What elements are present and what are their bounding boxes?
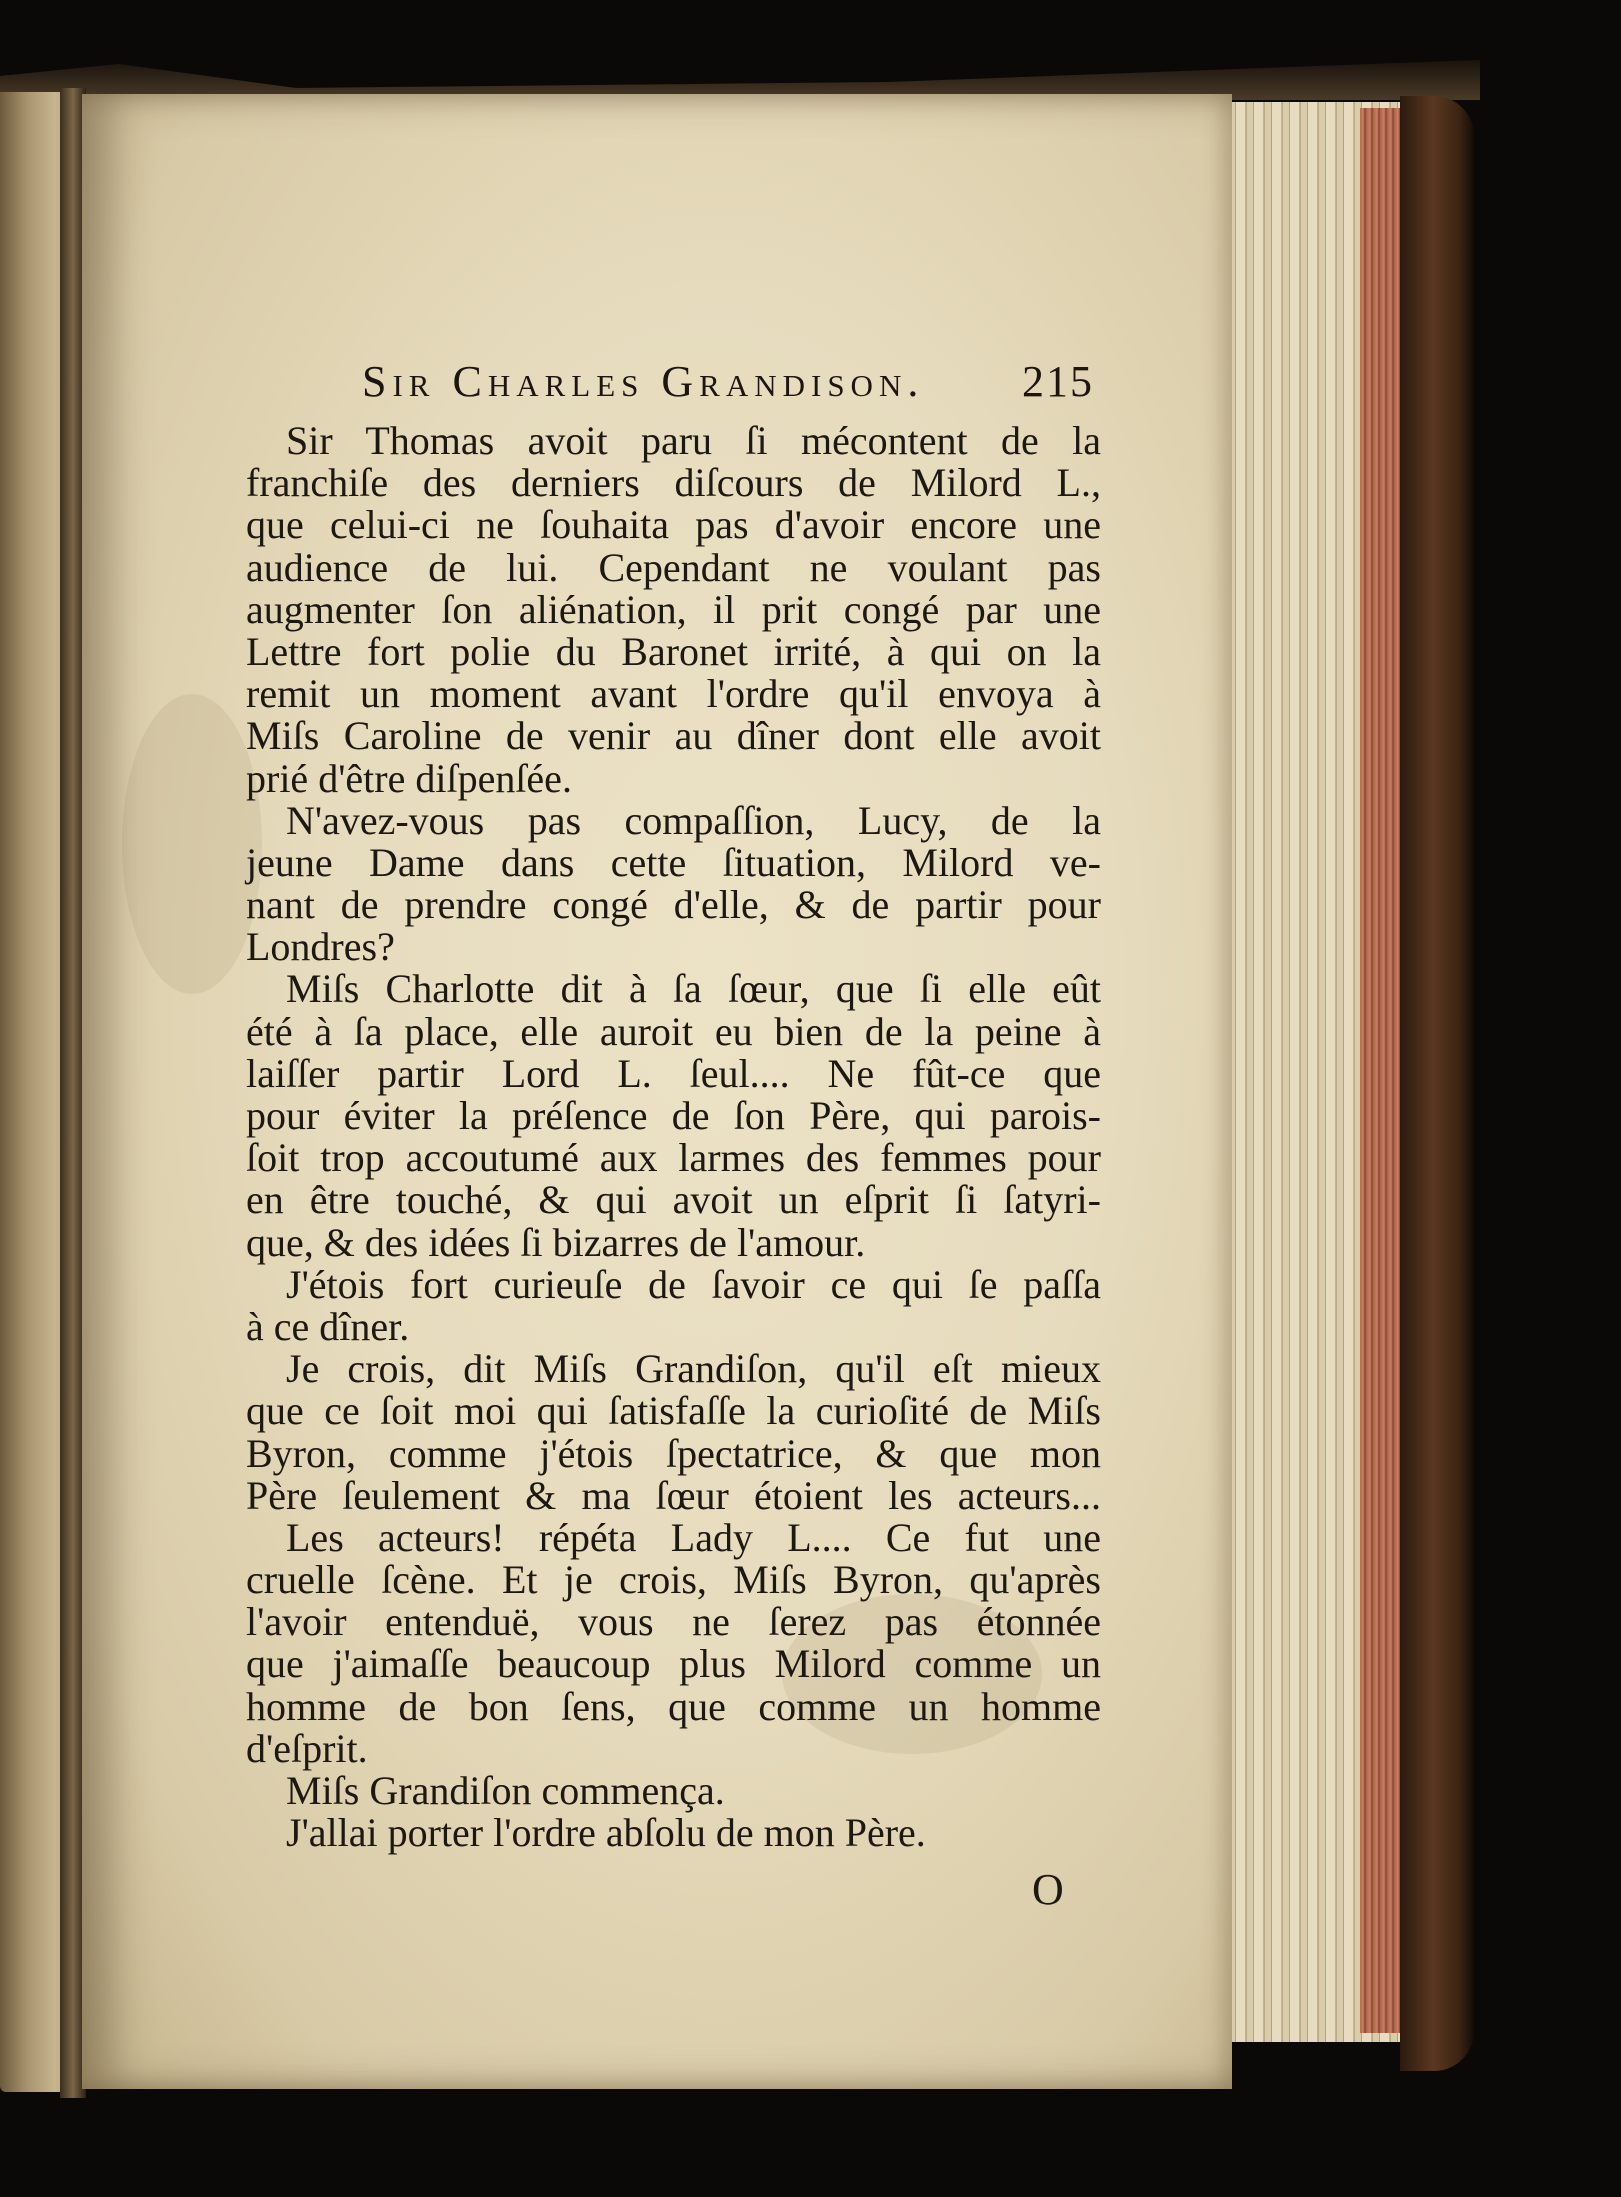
catchword: O	[1032, 1865, 1064, 1914]
text-line: à ce dîner.	[246, 1303, 410, 1349]
text-line: Miſs Grandiſon commença.	[286, 1768, 725, 1813]
text-line: que, & des idées ſi bizarres de l'amour.	[246, 1219, 866, 1265]
text-line: homme de bon ſens, que comme un homme	[246, 1683, 1101, 1729]
text-line: que ce ſoit moi qui ſatisfaſſe la curioſité de Miſs	[246, 1388, 1101, 1434]
text-line: Je crois, dit Miſs Grandiſon, qu'il eſt mieux	[286, 1346, 1101, 1392]
text-line: franchiſe des derniers diſcours de Milord L.,	[246, 460, 1101, 506]
text-line: J'allai porter l'ordre abſolu de mon Père.	[286, 1810, 926, 1856]
text-line: nant de prendre congé d'elle, & de partir pour	[246, 882, 1101, 928]
text-line: ſoit trop accoutumé aux larmes des femmes pour	[246, 1135, 1101, 1181]
text-line: audience de lui. Cependant ne voulant pas	[246, 544, 1101, 590]
text-line: jeune Dame dans cette ſituation, Milord ve-	[246, 839, 1101, 885]
text-line: J'étois fort curieuſe de ſavoir ce qui ſe paſſa	[286, 1261, 1101, 1307]
text-line: l'avoir entenduë, vous ne ſerez pas étonnée	[246, 1599, 1101, 1645]
text-line: que j'aimaſſe beaucoup plus Milord comme un	[246, 1641, 1101, 1687]
page-stain	[122, 694, 262, 994]
book-cover	[1400, 96, 1474, 2071]
text-line: Lettre fort polie du Baronet irrité, à qui on la	[246, 628, 1101, 674]
text-line: Sir Thomas avoit paru ſi mécontent de la	[286, 418, 1101, 463]
text-line: cruelle ſcène. Et je crois, Miſs Byron, qu'après	[246, 1557, 1101, 1603]
text-line: que celui-ci ne ſouhaita pas d'avoir encore une	[246, 502, 1101, 548]
text-line: en être touché, & qui avoit un eſprit ſi ſatyri-	[246, 1177, 1101, 1223]
text-line: pour éviter la préſence de ſon Père, qui parois-	[246, 1093, 1101, 1138]
page-number: 215	[1022, 357, 1094, 406]
text-line: augmenter ſon aliénation, il prit congé par une	[246, 586, 1101, 632]
text-line: N'avez-vous pas compaſſion, Lucy, de la	[286, 797, 1101, 843]
text-line: d'eſprit.	[246, 1725, 368, 1771]
text-line: Les acteurs! répéta Lady L.... Ce fut une	[286, 1514, 1101, 1560]
text-line: Byron, comme j'étois ſpectatrice, & que mon	[246, 1430, 1101, 1476]
text-line: Londres?	[246, 924, 395, 970]
text-line: Père ſeulement & ma ſœur étoient les acteurs...	[246, 1472, 1101, 1518]
text-line: Miſs Charlotte dit à ſa ſœur, que ſi elle eût	[286, 966, 1101, 1012]
page	[82, 94, 1232, 2089]
text-line: Miſs Caroline de venir au dîner dont elle avoit	[246, 713, 1101, 759]
running-title: Sir Charles Grandison.	[362, 357, 925, 406]
body-text	[246, 420, 1101, 1854]
text-line: été à ſa place, elle auroit eu bien de la peine à	[246, 1008, 1101, 1054]
text-line: prié d'être diſpenſée.	[246, 755, 572, 801]
text-line: laiſſer partir Lord L. ſeul.... Ne fût-ce que	[246, 1050, 1101, 1096]
text-line: remit un moment avant l'ordre qu'il envoya à	[246, 671, 1101, 717]
